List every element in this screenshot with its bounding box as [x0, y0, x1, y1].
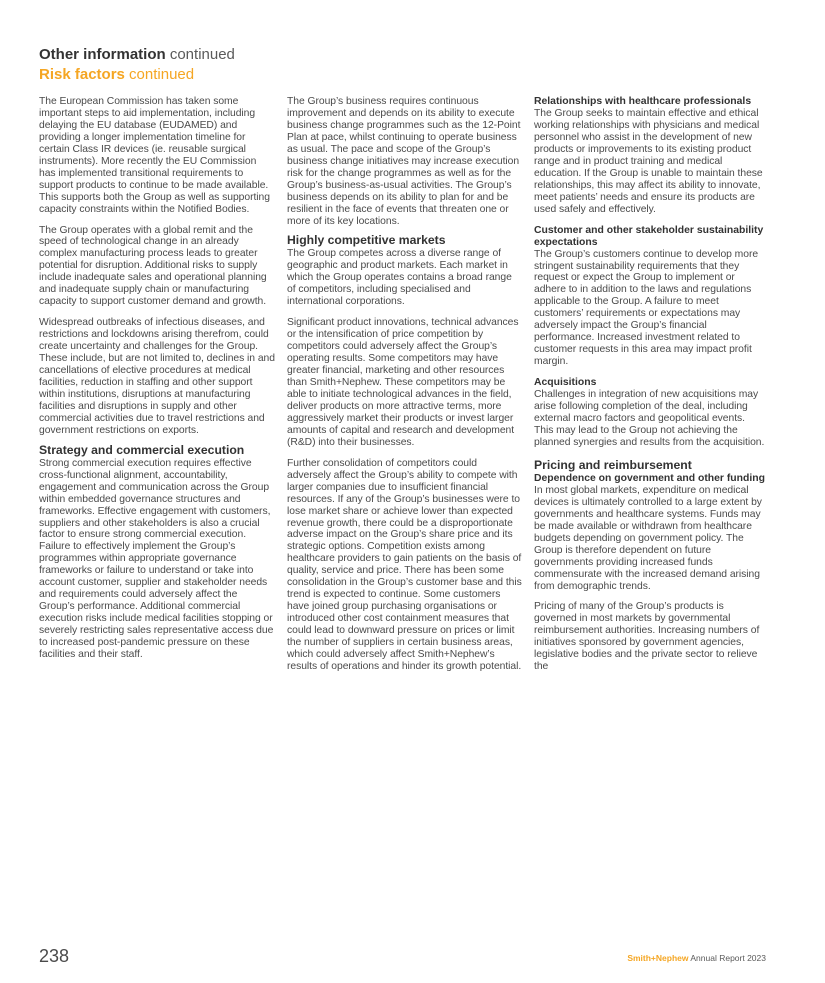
paragraph: Significant product innovations, technical advances or the intensification of price competition by competitors could adversely affect the Group’s operating results. Some competitors may have greater financial, marketing and other resources than Smith+Nephew. These competitors may be able to initiate technological advances in the field, deliver products on more attractive terms, more aggressively market their products or invest larger amounts of capital and research and development (R&D) into their businesses.: [287, 317, 519, 448]
paragraph: Strong commercial execution requires effective cross-functional alignment, accountability, engagement and communication across the Group within embedded governance structures and frameworks. Effective engagement with customers, suppliers and other stakeholders is also a crucial factor to ensure strong commercial execution. Failure to effectively implement the Group’s programmes within appropriate governance frameworks or failure to understand or take into account customer, supplier and stakeholder needs and requirements could adversely affect the Group’s performance. Additional commercial execution risks include medical facilities stopping or severely restricting sales representative access due to increased post-pandemic pressure on these facilities and their staff.: [39, 457, 274, 660]
paragraph: The Group operates with a global remit and the speed of technological change in an already complex manufacturing process leads to greater potential for disruption. Additional risks to supply include inadequate sales and operational planning and inadequate supply chain or manufacturing capacity to support customer demand and growth.: [39, 224, 267, 308]
paragraph: The Group’s business requires continuous improvement and depends on its ability to execute business change programmes such as the 12-Point Plan at pace, whilst continuing to operate business as usual. The pace and scope of the Group’s business change initiatives may increase execution risk for the change programmes as well as for the Group’s business-as-usual activities. The Group’s business depends on its ability to plan for and be resilient in the face of events that threaten one or more of its key locations.: [287, 96, 521, 227]
heading-strategy: Strategy and commercial execution: [39, 442, 245, 457]
subsection-title-bold: Risk factors: [39, 66, 125, 83]
column-2: [287, 96, 523, 682]
heading-competitive-markets: Highly competitive markets: [287, 233, 446, 248]
heading-relationships: Relationships with healthcare professionals: [534, 96, 752, 107]
paragraph: The Group competes across a diverse range of geographic and product markets. Each market in which the Group operates contains a broad range of competitors, including specialised and international corporations.: [287, 248, 512, 308]
report-name: Annual Report 2023: [688, 953, 766, 963]
paragraph: The Group seeks to maintain effective and ethical working relationships with physicians and medical personnel who assist in the development of new products or improvements to its existing product range and in product training and medical education. If the Group is unable to maintain these relationships, this may affect its ability to innovate, meet patients’ needs and ensure its products are used safely and effectively.: [534, 108, 763, 215]
paragraph: Widespread outbreaks of infectious diseases, and restrictions and lockdowns arising therefrom, could create uncertainty and challenges for the Group. These include, but are not limited to, declines in and cancellations of elective procedures at medical facilities, reduction in staffing and other support within institutions, disruptions at manufacturing facilities and disruptions in supply and other commercial activities due to travel restrictions and government restrictions on exports.: [39, 317, 275, 436]
paragraph: Pricing of many of the Group’s products is governed in most markets by governmental reimbursement authorities. Increasing numbers of initiatives sponsored by government agencies, legislative bodies and the private sector to relieve the: [534, 601, 760, 673]
paragraph: Further consolidation of competitors could adversely affect the Group’s ability to compete with larger companies due to insufficient financial resources. If any of the Group’s businesses were to lose market share or achieve lower than expected revenue growth, there could be a disproportionate adverse impact on the Group’s share price and its strategic options. Competition exists among healthcare providers to gain patients on the basis of quality, service and price. There has been some consolidation in the Group’s customer base and this trend is expected to continue. Some customers have joined group purchasing organisations or introduced other cost containment measures that could lead to downward pressure on prices or limit the number of suppliers in certain business areas, which could adversely affect Smith+Nephew’s results of operations and hinder its growth potential.: [287, 457, 522, 672]
heading-government-funding: Dependence on government and other funding: [534, 472, 765, 484]
footer-report-title: [627, 953, 766, 963]
column-3: [534, 96, 766, 682]
column-1: [39, 96, 275, 670]
heading-sustainability: Customer and other stakeholder sustainability expectations: [534, 224, 764, 248]
paragraph: In most global markets, expenditure on medical devices is ultimately controlled to a large extent by governments and healthcare systems. Funds may be made available or withdrawn from healthcare budgets depending on government policy. The Group is therefore dependent on future governments providing increased funds commensurate with the increased demand arising from demographic trends.: [534, 484, 762, 592]
page-number: 238: [39, 946, 70, 966]
heading-acquisitions: Acquisitions: [534, 377, 597, 389]
subsection-title: [39, 65, 439, 85]
section-title-bold: Other information: [39, 46, 166, 63]
page-header: [39, 45, 439, 85]
brand-name: Smith+Nephew: [627, 953, 689, 963]
paragraph: The European Commission has taken some important steps to aid implementation, including delaying the EU database (EUDAMED) and providing a longer implementation timeline for certain Class IR devices (ie. reusable surgical instruments). More recently the EU Commission has implemented transitional requirements to support products to continue to be made available. This supports both the Group as well as supporting capacity constraints within the Notified Bodies.: [39, 96, 270, 215]
subsection-title-suffix: continued: [124, 66, 195, 83]
section-title: [39, 45, 439, 65]
heading-pricing: Pricing and reimbursement: [534, 457, 692, 472]
paragraph: The Group’s customers continue to develop more stringent sustainability requirements that they request or expect the Group to implement or adhere to in addition to the laws and regulations applicable to the Group. A failure to meet customers’ requirements or expectations may adversely impact the Group’s financial performance. Increased investment related to customer requests in this area may impact profit margin.: [534, 248, 759, 368]
paragraph: Challenges in integration of new acquisitions may arise following completion of the deal, including external macro factors and geopolitical events. This may lead to the Group not achieving the planned synergies and results from the acquisition.: [534, 389, 765, 448]
section-title-suffix: continued: [165, 46, 235, 63]
